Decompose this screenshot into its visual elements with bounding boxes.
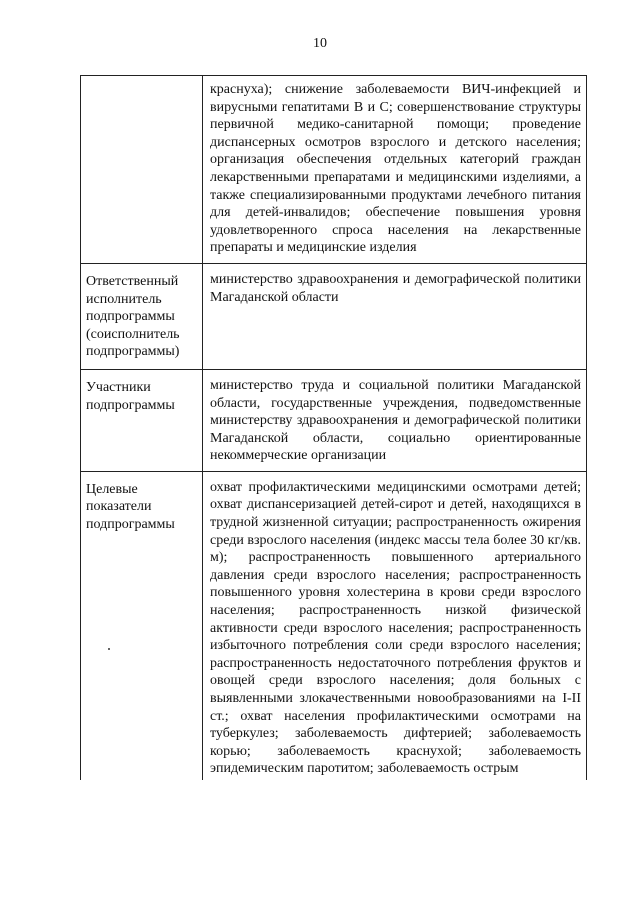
- row-content: краснуха); снижение заболеваемости ВИЧ-инфекцией и вирусными гепатитами B и C; совершенствование структуры первичной медико-санитарной помощи; проведение диспансерных осмотров взрослого и детского населения; организация обеспечения отдельных категорий граждан лекарственными препаратами и медицинскими изделиями, а также специализированными продуктами лечебного питания для детей-инвалидов; обеспечение повышения уровня удовлетворенного спроса населения на лекарственные препараты и медицинские изделия: [203, 76, 587, 264]
- page-number: 10: [313, 36, 327, 51]
- row-content: министерство труда и социальной политики Магаданской области, государственные учреждения, подведомственные министерству здравоохранения и демографической политики Магаданской области, социально ориентированные некоммерческие организации: [203, 369, 587, 471]
- row-content: охват профилактическими медицинскими осмотрами детей; охват диспансеризацией детей-сирот и детей, находящихся в трудной жизненной ситуации; распространенность ожирения среди взрослого населения (индекс массы тела более 30 кг/кв. м); распространенность повышенного артериального давления среди взрослого населения; распространенность повышенного уровня холестерина в крови среди взрослого населения; распространенность низкой физической активности среди взрослого населения; распространенность избыточного потребления соли среди взрослого населения; распространенность недостаточного потребления фруктов и овощей среди взрослого населения; доля больных с выявленными злокачественными новообразованиями на I-II ст.; охват населения профилактическими осмотрами на туберкулез; заболеваемость дифтерией; заболеваемость корью; заболеваемость краснухой; заболеваемость эпидемическим паротитом; заболеваемость острым: [203, 471, 587, 780]
- row-label: Участники подпрограммы: [81, 369, 203, 471]
- row-label: Целевые показатели подпрограммы: [81, 471, 203, 780]
- scan-speck: [108, 648, 110, 650]
- table-row: [81, 471, 587, 780]
- table-row: [81, 263, 587, 369]
- row-label: [81, 76, 203, 264]
- row-label: Ответственный исполнитель подпрограммы (соисполнитель подпрограммы): [81, 263, 203, 369]
- table-row: [81, 76, 587, 264]
- table-row: [81, 369, 587, 471]
- subprogram-passport-table: [80, 75, 587, 780]
- row-content: министерство здравоохранения и демографической политики Магаданской области: [203, 263, 587, 369]
